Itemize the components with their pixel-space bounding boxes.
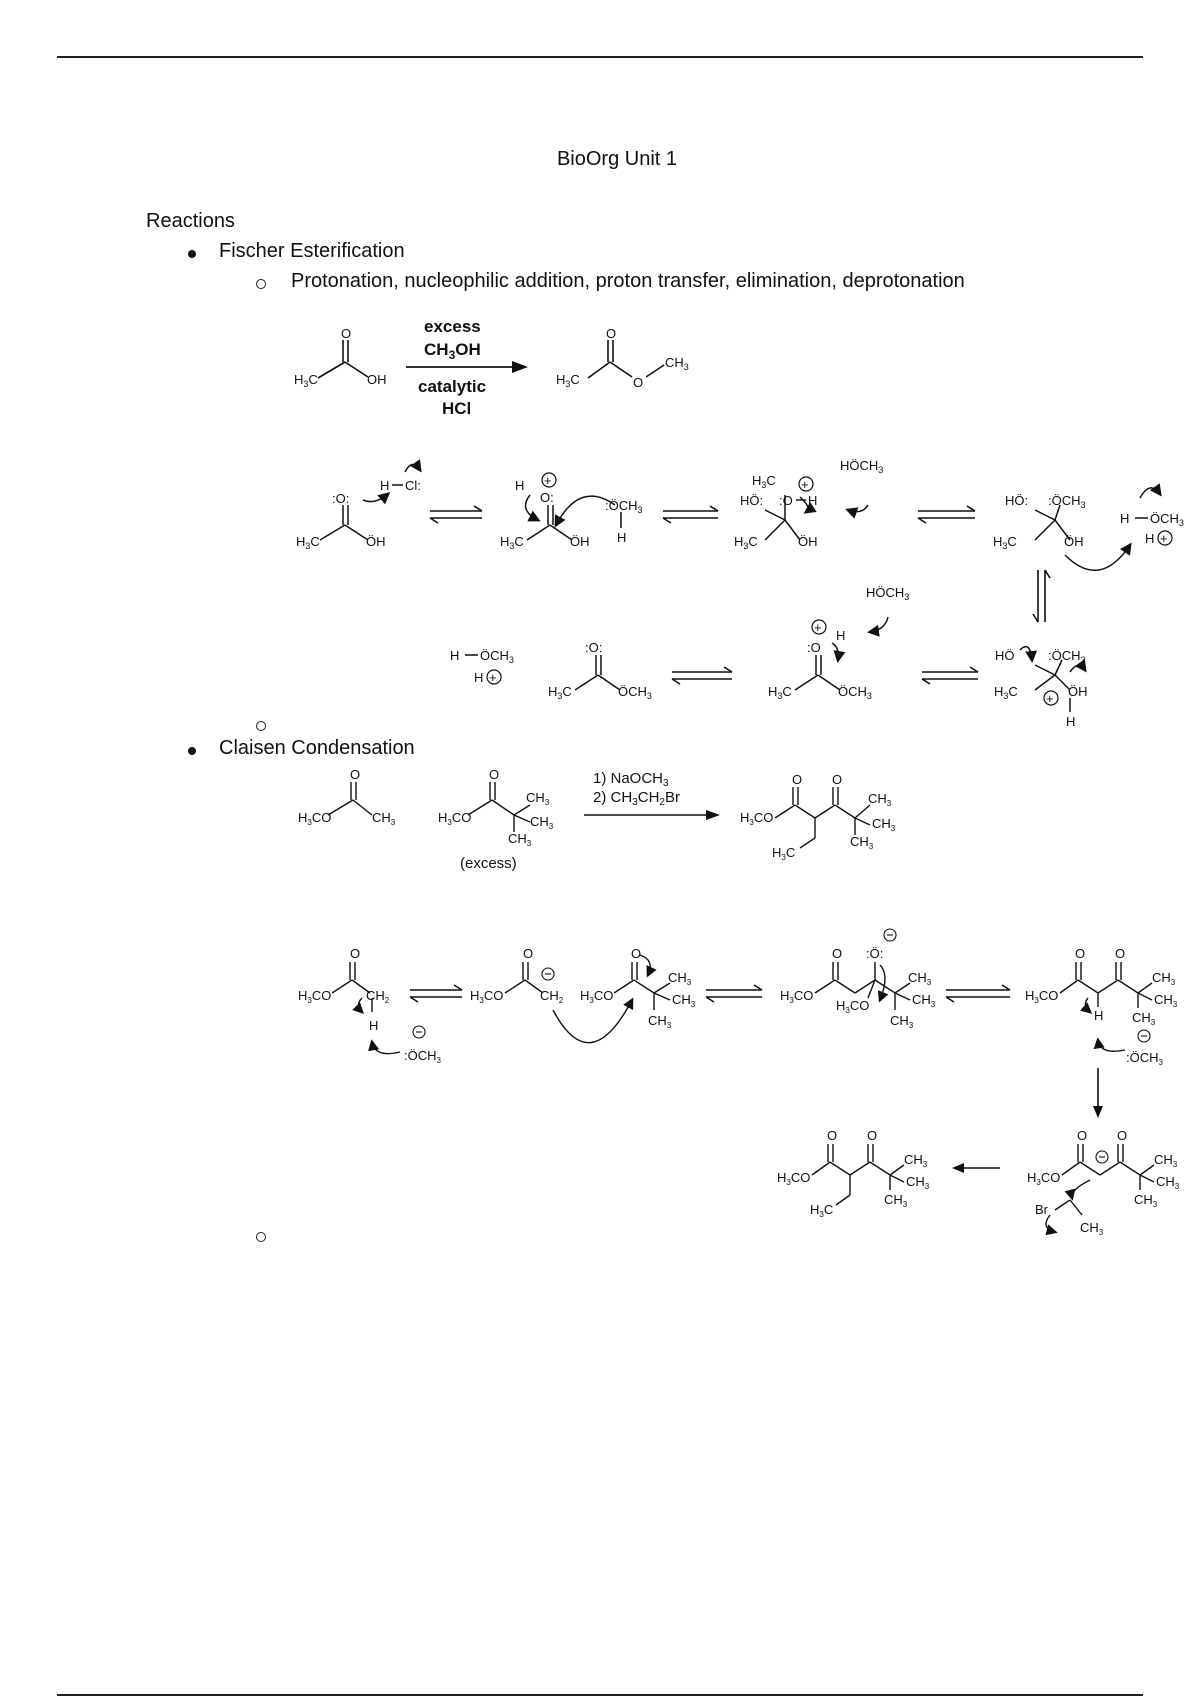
svg-text:O: O [523, 946, 534, 961]
svg-text::ÖCH3: $:ÖCH_3$ [404, 1048, 441, 1065]
svg-text:H3C: $H_3C$ [500, 534, 524, 551]
svg-text:H3CO: $H_3CO$ [780, 988, 814, 1005]
svg-text:CH2: $CH_2$ [366, 988, 390, 1005]
svg-text:H3CO: $H_3CO$ [580, 988, 614, 1005]
svg-text:H3CO: $H_3CO$ [438, 810, 472, 827]
svg-text:ÖCH3: $ÖCH_3$ [618, 684, 652, 701]
item-fischer-label: Fischer Esterification [219, 240, 405, 262]
svg-text:ÖH: ÖH [1068, 684, 1088, 699]
svg-text:CH3: $CH_3$ [1134, 1192, 1158, 1209]
svg-text:H: H [380, 478, 390, 493]
svg-text:CH3: $CH_3$ [908, 970, 932, 987]
svg-text:O: O [489, 767, 500, 782]
svg-text:CH3: $CH_3$ [508, 831, 532, 848]
svg-text:CH3: $CH_3$ [648, 1013, 672, 1030]
svg-text::O:: :O: [585, 640, 603, 655]
section-heading: Reactions [146, 210, 235, 232]
svg-text:H3C: $H_3C$ [734, 534, 758, 551]
svg-text:H: H [474, 670, 484, 685]
svg-text:O: O [1075, 946, 1086, 961]
condition-line-4: HCl [442, 399, 472, 418]
svg-text:CH3: $CH_3$ [884, 1192, 908, 1209]
svg-text:CH3: $CH_3$ [530, 814, 554, 831]
claisen-condition-2: 2) $CH_3CH_2Br$ [593, 789, 680, 808]
claisen-condition-1: 1) NaOCH$_3$ [593, 770, 669, 789]
svg-text:CH3: $CH_3$ [665, 355, 689, 372]
svg-text::ÖCH3: $:ÖCH_3$ [1048, 493, 1086, 510]
svg-text:H: H [369, 1018, 379, 1033]
svg-text:+: + [1046, 691, 1054, 706]
svg-text:ÖH: ÖH [798, 534, 818, 549]
svg-text:+: + [814, 620, 822, 635]
svg-text:+: + [489, 670, 497, 685]
svg-text:CH3: $CH_3$ [850, 834, 874, 851]
svg-text:ÖH: ÖH [1064, 534, 1084, 549]
svg-text:H: H [515, 478, 525, 493]
svg-text::ÖCH3: $:ÖCH_3$ [605, 498, 643, 515]
svg-text:CH3: $CH_3$ [1080, 1220, 1104, 1237]
svg-text:H3C: $H_3C$ [548, 684, 572, 701]
svg-text:H3C: $H_3C$ [994, 684, 1018, 701]
svg-text:CH3: $CH_3$ [672, 992, 696, 1009]
equilibrium-arrow-icon [410, 985, 462, 1002]
sub-bullet-icon [256, 1232, 266, 1242]
svg-text:H3CO: $H_3CO$ [298, 988, 332, 1005]
page-title: BioOrg Unit 1 [556, 148, 678, 170]
svg-text:H: H [1066, 714, 1076, 729]
svg-text:O: O [832, 946, 843, 961]
svg-text:H: H [836, 628, 846, 643]
fischer-steps-text: Protonation, nucleophilic addition, proton transfer, elimination, deprotonation [291, 270, 965, 292]
svg-text:ÖCH3: $ÖCH_3$ [838, 684, 872, 701]
svg-text:CH2: $CH_2$ [540, 988, 564, 1005]
bottom-rule [57, 1694, 1143, 1696]
svg-text:CH3: $CH_3$ [668, 970, 692, 987]
svg-text:CH3: $CH_3$ [906, 1174, 930, 1191]
svg-text::ÖCH3: $:ÖCH_3$ [1048, 648, 1086, 665]
svg-text:ÖH: ÖH [366, 534, 386, 549]
equilibrium-arrow-icon [946, 985, 1010, 1002]
svg-text:O: O [631, 946, 642, 961]
equilibrium-arrow-icon [706, 985, 762, 1002]
svg-text:CH3: $CH_3$ [526, 790, 550, 807]
svg-text:H3C: $H_3C$ [768, 684, 792, 701]
svg-text:CH3: $CH_3$ [1156, 1174, 1180, 1191]
svg-text:Br: Br [1035, 1202, 1048, 1217]
svg-text:O: O [341, 326, 352, 341]
condition-line-2: $CH_3OH$ [424, 340, 481, 362]
svg-text:CH3: $CH_3$ [1154, 992, 1178, 1009]
svg-text:H3CO: $H_3CO$ [298, 810, 332, 827]
svg-text:H: H [1094, 1008, 1104, 1023]
svg-text:O: O [1117, 1128, 1128, 1143]
svg-text:O: O [867, 1128, 878, 1143]
svg-text:CH3: $CH_3$ [1154, 1152, 1178, 1169]
svg-text::O: :O [807, 640, 821, 655]
claisen-step1 [332, 962, 400, 1054]
svg-text:H3C: $H_3C$ [993, 534, 1017, 551]
svg-text:CH3: $CH_3$ [1132, 1010, 1156, 1027]
condition-line-1: excess [424, 317, 481, 336]
svg-text:CH3: $CH_3$ [872, 816, 896, 833]
svg-text:H3C: $H_3C$ [772, 845, 796, 862]
svg-text::Ö:: :Ö: [866, 946, 884, 961]
svg-text:H3CO: $H_3CO$ [836, 998, 870, 1015]
svg-text:HÖ:: HÖ: [1005, 493, 1029, 508]
svg-text:ÖCH3: $ÖCH_3$ [1150, 511, 1184, 528]
condition-line-3: catalytic [418, 377, 487, 396]
svg-text:O: O [832, 772, 843, 787]
svg-text:CH3: $CH_3$ [912, 992, 936, 1009]
svg-text:+: + [1160, 531, 1168, 546]
svg-text:+: + [544, 473, 552, 488]
svg-text:H3C: $H_3C$ [556, 372, 580, 389]
svg-text:HÖ: HÖ [995, 648, 1015, 663]
svg-text:CH3: $CH_3$ [868, 791, 892, 808]
svg-text:H: H [1120, 511, 1130, 526]
svg-text:H3C: $H_3C$ [294, 372, 318, 389]
svg-text:O: O [350, 767, 361, 782]
svg-text:H3C: $H_3C$ [810, 1202, 834, 1219]
svg-text:ÖCH3: $ÖCH_3$ [480, 648, 514, 665]
excess-note: (excess) [460, 855, 517, 872]
svg-text:Cl:: Cl: [405, 478, 421, 493]
svg-text:CH3: $CH_3$ [904, 1152, 928, 1169]
svg-text:H3C: $H_3C$ [752, 473, 776, 490]
svg-text:+: + [801, 477, 809, 492]
svg-text:H3CO: $H_3CO$ [470, 988, 504, 1005]
svg-text:O: O [827, 1128, 838, 1143]
svg-text::O: :O [779, 493, 793, 508]
svg-text:HÖCH3: $HÖCH_3$ [840, 458, 884, 475]
svg-text:CH3: $CH_3$ [372, 810, 396, 827]
svg-text:H3CO: $H_3CO$ [740, 810, 774, 827]
svg-text:H3CO: $H_3CO$ [1025, 988, 1059, 1005]
item-claisen-label: Claisen Condensation [219, 737, 415, 759]
svg-text:H: H [617, 530, 627, 545]
svg-text:H: H [808, 493, 818, 508]
svg-text:OH: OH [367, 372, 387, 387]
svg-text::ÖCH3: $:ÖCH_3$ [1126, 1050, 1163, 1067]
svg-text:HÖCH3: $HÖCH_3$ [866, 585, 910, 602]
svg-text:O: O [1115, 946, 1126, 961]
svg-text:H: H [450, 648, 460, 663]
svg-text:H: H [1145, 531, 1155, 546]
svg-text:O: O [1077, 1128, 1088, 1143]
svg-text:H3C: $H_3C$ [296, 534, 320, 551]
svg-text:O: O [350, 946, 361, 961]
svg-text:HÖ:: HÖ: [740, 493, 764, 508]
svg-text:H3CO: $H_3CO$ [777, 1170, 811, 1187]
svg-text:H3CO: $H_3CO$ [1027, 1170, 1061, 1187]
svg-text:CH3: $CH_3$ [1152, 970, 1176, 987]
svg-text:CH3: $CH_3$ [890, 1013, 914, 1030]
svg-text:O: O [633, 375, 644, 390]
svg-text:O: O [792, 772, 803, 787]
svg-text:O: O [606, 326, 617, 341]
svg-text:O:: O: [540, 490, 554, 505]
svg-text::O:: :O: [332, 491, 350, 506]
svg-text:ÖH: ÖH [570, 534, 590, 549]
